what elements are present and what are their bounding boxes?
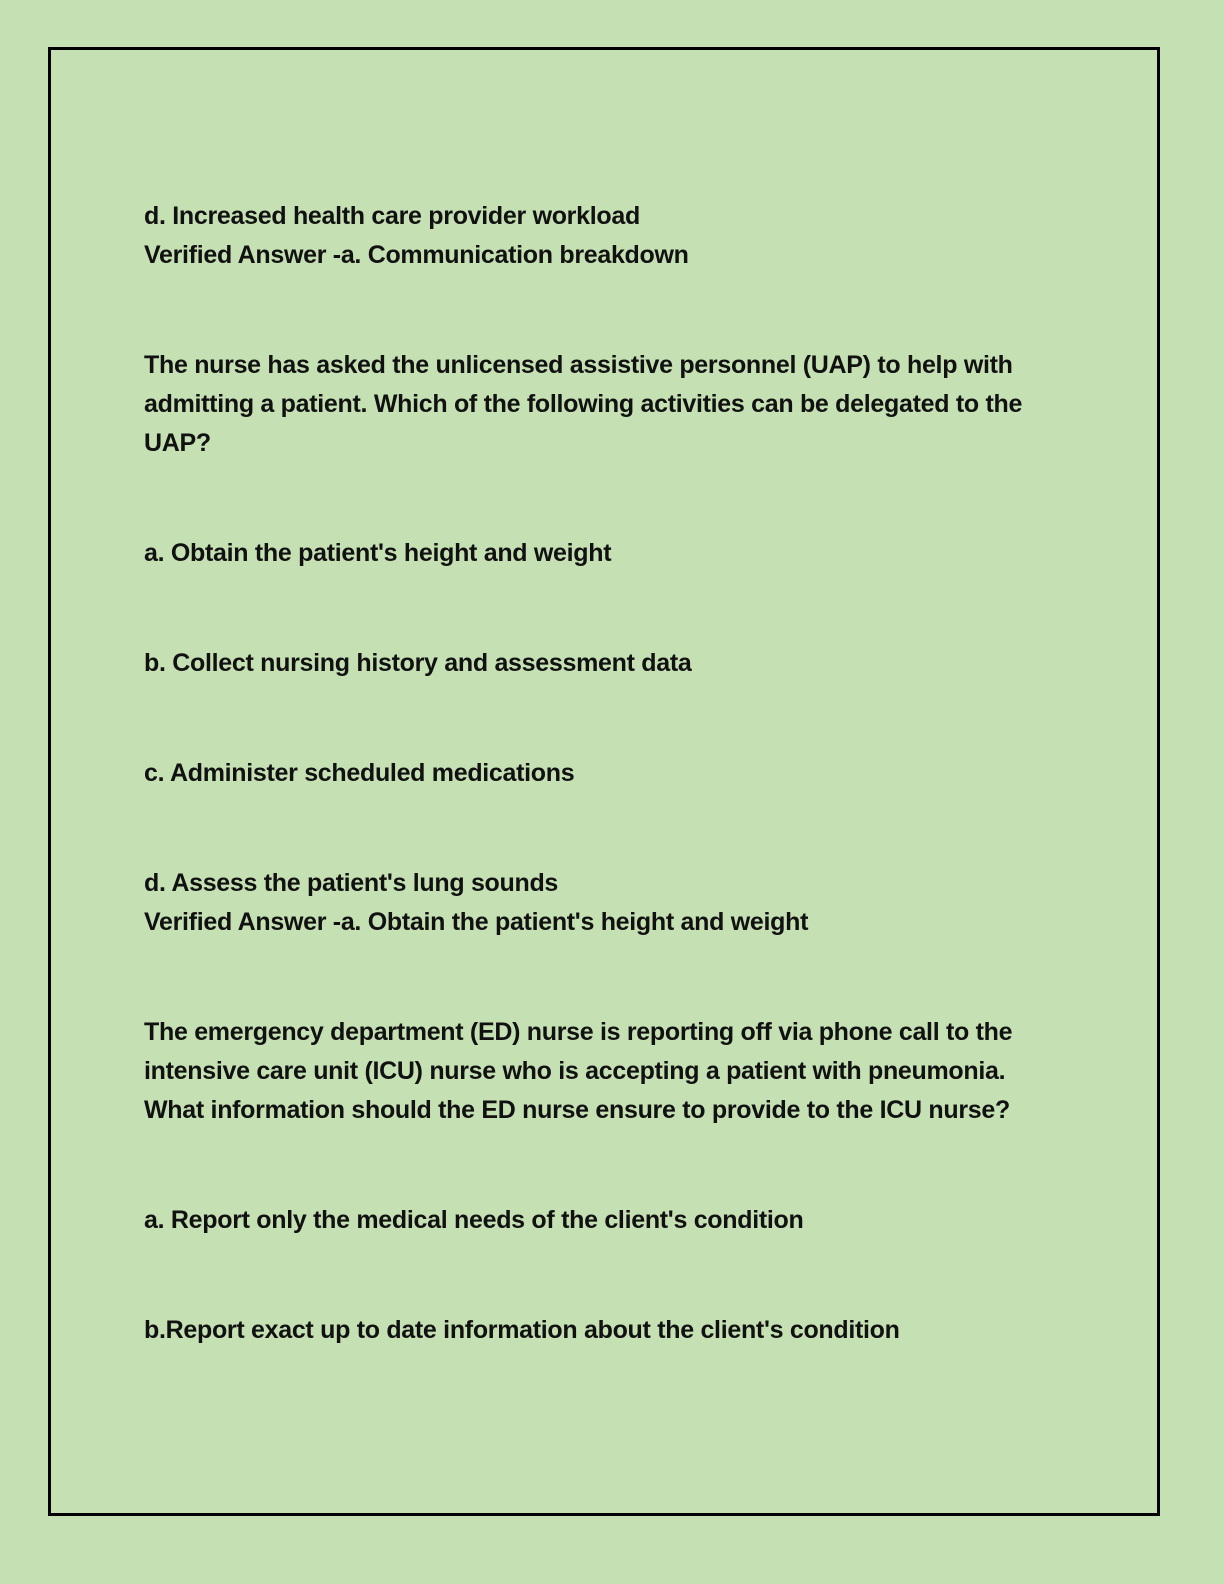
prev-option-d: d. Increased health care provider workload bbox=[144, 202, 640, 230]
ed-option-b: b.Report exact up to date information about the client's condition bbox=[144, 1316, 900, 1344]
prev-verified-answer: Verified Answer -a. Communication breakdown bbox=[144, 241, 689, 269]
uap-option-d: d. Assess the patient's lung sounds bbox=[144, 869, 559, 897]
uap-question-stem-line-2: admitting a patient. Which of the following activities can be delegated to the bbox=[144, 390, 1023, 418]
ed-question-stem-line-3: What information should the ED nurse ensure to provide to the ICU nurse? bbox=[144, 1096, 1010, 1124]
uap-option-c: c. Administer scheduled medications bbox=[144, 759, 575, 787]
uap-option-b: b. Collect nursing history and assessment data bbox=[144, 649, 692, 677]
ed-option-a: a. Report only the medical needs of the client's condition bbox=[144, 1206, 804, 1234]
uap-question-stem-line-3: UAP? bbox=[144, 429, 211, 457]
uap-option-a: a. Obtain the patient's height and weight bbox=[144, 539, 612, 567]
ed-question-stem-line-1: The emergency department (ED) nurse is reporting off via phone call to the bbox=[144, 1018, 1013, 1046]
uap-question-stem-line-1: The nurse has asked the unlicensed assistive personnel (UAP) to help with bbox=[144, 351, 1013, 379]
uap-verified-answer: Verified Answer -a. Obtain the patient's height and weight bbox=[144, 908, 809, 936]
ed-question-stem-line-2: intensive care unit (ICU) nurse who is accepting a patient with pneumonia. bbox=[144, 1057, 1006, 1085]
